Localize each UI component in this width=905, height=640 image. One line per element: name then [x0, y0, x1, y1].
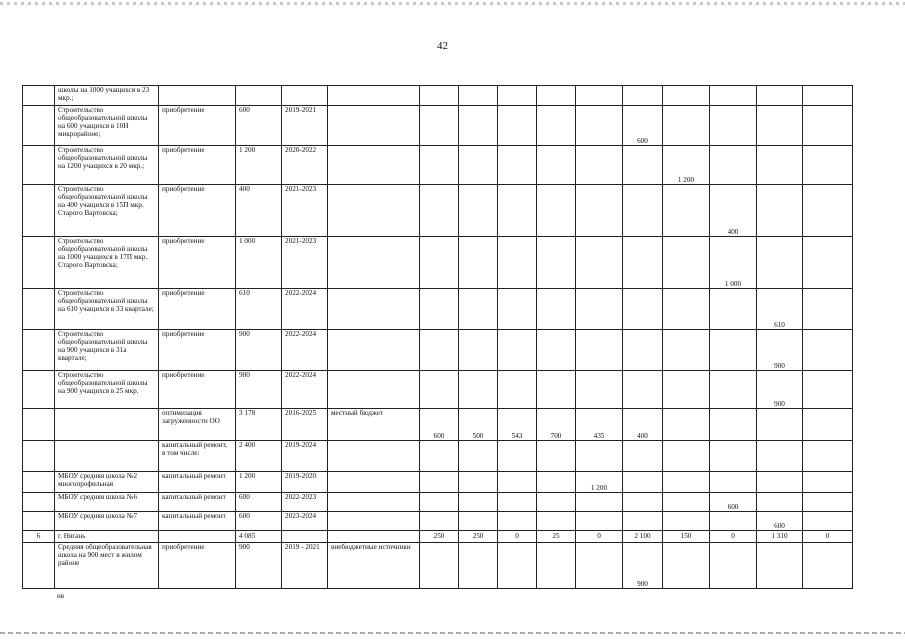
period-cell	[282, 531, 328, 543]
row-number	[23, 330, 55, 371]
value-cell: 600	[710, 493, 757, 512]
table-row	[23, 237, 853, 289]
value-cell	[576, 86, 623, 106]
value-cell	[498, 512, 537, 531]
table-row	[23, 543, 853, 589]
value-cell	[459, 86, 498, 106]
value-cell	[663, 543, 710, 589]
value-cell	[757, 472, 803, 493]
value-cell: 700	[537, 409, 576, 441]
value-cell	[498, 146, 537, 185]
object-name: Строительство общеобразовательной школы на 600 учащихся в 10Н микрорайоне;	[55, 106, 159, 146]
object-name: МБОУ средняя школа №6	[55, 493, 159, 512]
period-cell: 2019-2021	[282, 106, 328, 146]
value-cell	[803, 472, 853, 493]
value-cell	[459, 106, 498, 146]
amount-cell: 600	[236, 106, 282, 146]
source-cell: местный бюджет	[328, 409, 420, 441]
value-cell	[576, 371, 623, 409]
row-number	[23, 543, 55, 589]
value-cell: 600	[757, 512, 803, 531]
value-cell: 0	[576, 531, 623, 543]
value-cell	[710, 543, 757, 589]
value-cell	[663, 472, 710, 493]
action-cell	[159, 86, 236, 106]
value-cell: 1 310	[757, 531, 803, 543]
value-cell	[498, 472, 537, 493]
amount-cell: 2 400	[236, 441, 282, 472]
source-cell	[328, 493, 420, 512]
source-cell	[328, 237, 420, 289]
value-cell	[537, 146, 576, 185]
value-cell	[623, 185, 663, 237]
table-row	[23, 441, 853, 472]
action-cell: приобретение	[159, 237, 236, 289]
table-row	[23, 330, 853, 371]
value-cell	[537, 512, 576, 531]
value-cell: 1 200	[663, 146, 710, 185]
value-cell: 1 000	[710, 237, 757, 289]
row-number	[23, 237, 55, 289]
value-cell	[803, 106, 853, 146]
action-cell: капитальный ремонт	[159, 472, 236, 493]
row-number	[23, 86, 55, 106]
object-name: Строительство общеобразовательной школы на 610 учащихся в 33 квартале;	[55, 289, 159, 330]
value-cell	[710, 409, 757, 441]
value-cell	[623, 289, 663, 330]
value-cell	[537, 106, 576, 146]
value-cell	[459, 185, 498, 237]
row-number	[23, 441, 55, 472]
summary-row	[23, 531, 853, 543]
period-cell: 2021-2023	[282, 185, 328, 237]
table-row	[23, 289, 853, 330]
object-name	[55, 409, 159, 441]
value-cell: 900	[757, 371, 803, 409]
value-cell	[537, 441, 576, 472]
value-cell	[420, 185, 459, 237]
table-row	[23, 472, 853, 493]
action-cell: приобретение	[159, 106, 236, 146]
value-cell	[498, 330, 537, 371]
value-cell	[498, 289, 537, 330]
amount-cell: 3 178	[236, 409, 282, 441]
table-row	[23, 493, 853, 512]
value-cell	[710, 86, 757, 106]
action-cell: приобретение	[159, 146, 236, 185]
row-number	[23, 185, 55, 237]
value-cell: 900	[757, 330, 803, 371]
table-row	[23, 185, 853, 237]
value-cell	[420, 493, 459, 512]
object-name: МБОУ средняя школа №2 многопрофильная	[55, 472, 159, 493]
value-cell	[623, 330, 663, 371]
value-cell	[498, 493, 537, 512]
source-cell	[328, 330, 420, 371]
value-cell	[420, 106, 459, 146]
value-cell: 25	[537, 531, 576, 543]
value-cell	[537, 289, 576, 330]
value-cell	[420, 86, 459, 106]
value-cell	[757, 86, 803, 106]
value-cell: 2 100	[623, 531, 663, 543]
value-cell: 600	[420, 409, 459, 441]
value-cell	[757, 185, 803, 237]
table-row	[23, 86, 853, 106]
table-row	[23, 146, 853, 185]
row-number	[23, 512, 55, 531]
value-cell	[537, 493, 576, 512]
period-cell: 2020-2022	[282, 146, 328, 185]
footnote: нв	[57, 592, 65, 600]
value-cell	[803, 493, 853, 512]
table-row	[23, 409, 853, 441]
value-cell: 1 200	[576, 472, 623, 493]
value-cell: 400	[710, 185, 757, 237]
amount-cell: 610	[236, 289, 282, 330]
value-cell	[710, 330, 757, 371]
action-cell: капитальный ремонт	[159, 512, 236, 531]
object-name: Строительство общеобразовательной школы на 400 учащихся в 15П мкр. Старого Вартовска;	[55, 185, 159, 237]
value-cell	[537, 86, 576, 106]
value-cell	[757, 409, 803, 441]
source-cell	[328, 185, 420, 237]
value-cell	[498, 237, 537, 289]
value-cell	[498, 185, 537, 237]
source-cell	[328, 512, 420, 531]
object-name	[55, 441, 159, 472]
value-cell	[459, 493, 498, 512]
value-cell	[803, 371, 853, 409]
value-cell	[803, 512, 853, 531]
object-name: Строительство общеобразовательной школы на 1200 учащихся в 20 мкр.;	[55, 146, 159, 185]
table-row	[23, 371, 853, 409]
value-cell	[623, 86, 663, 106]
value-cell	[623, 493, 663, 512]
value-cell	[757, 441, 803, 472]
row-number	[23, 493, 55, 512]
value-cell: 250	[459, 531, 498, 543]
value-cell	[803, 409, 853, 441]
action-cell: капитальный ремонт	[159, 493, 236, 512]
value-cell: 900	[623, 543, 663, 589]
value-cell	[420, 371, 459, 409]
value-cell	[576, 493, 623, 512]
period-cell: 2019-2024	[282, 441, 328, 472]
row-number	[23, 106, 55, 146]
value-cell: 610	[757, 289, 803, 330]
value-cell	[420, 330, 459, 371]
value-cell: 0	[710, 531, 757, 543]
value-cell	[663, 512, 710, 531]
value-cell: 500	[459, 409, 498, 441]
value-cell	[623, 472, 663, 493]
object-name: школы на 1000 учащихся в 23 мкр.;	[55, 86, 159, 106]
value-cell	[537, 185, 576, 237]
value-cell	[459, 289, 498, 330]
value-cell: 435	[576, 409, 623, 441]
value-cell	[576, 237, 623, 289]
object-name: Строительство общеобразовательной школы на 900 учащихся в 31а квартале;	[55, 330, 159, 371]
page-number: 42	[437, 40, 448, 52]
period-cell	[282, 86, 328, 106]
value-cell	[498, 86, 537, 106]
value-cell	[459, 146, 498, 185]
row-number	[23, 289, 55, 330]
value-cell: 400	[623, 409, 663, 441]
value-cell	[663, 185, 710, 237]
action-cell: приобретение	[159, 289, 236, 330]
value-cell	[537, 237, 576, 289]
amount-cell: 1 000	[236, 237, 282, 289]
value-cell	[757, 493, 803, 512]
value-cell	[459, 237, 498, 289]
value-cell	[710, 106, 757, 146]
period-cell: 2016-2025	[282, 409, 328, 441]
value-cell	[663, 289, 710, 330]
value-cell	[803, 146, 853, 185]
value-cell	[803, 185, 853, 237]
value-cell	[803, 441, 853, 472]
value-cell	[420, 146, 459, 185]
value-cell	[623, 512, 663, 531]
value-cell	[663, 493, 710, 512]
value-cell	[459, 543, 498, 589]
value-cell: 250	[420, 531, 459, 543]
value-cell	[803, 237, 853, 289]
value-cell	[710, 512, 757, 531]
value-cell	[803, 543, 853, 589]
value-cell	[459, 512, 498, 531]
value-cell	[710, 441, 757, 472]
source-cell	[328, 531, 420, 543]
source-cell	[328, 371, 420, 409]
value-cell: 0	[803, 531, 853, 543]
amount-cell: 4 085	[236, 531, 282, 543]
period-cell: 2023-2024	[282, 512, 328, 531]
action-cell: капитальный ремонт, в том числе:	[159, 441, 236, 472]
value-cell	[537, 543, 576, 589]
source-cell	[328, 472, 420, 493]
period-cell: 2022-2024	[282, 289, 328, 330]
row-number	[23, 371, 55, 409]
amount-cell: 600	[236, 512, 282, 531]
value-cell	[757, 237, 803, 289]
value-cell	[710, 371, 757, 409]
value-cell	[803, 86, 853, 106]
value-cell	[757, 543, 803, 589]
action-cell: приобретение	[159, 185, 236, 237]
city-name: г. Нягань	[55, 531, 159, 543]
value-cell	[623, 146, 663, 185]
value-cell	[803, 330, 853, 371]
source-cell	[328, 146, 420, 185]
value-cell	[537, 371, 576, 409]
value-cell	[576, 185, 623, 237]
scan-edge-top	[0, 2, 905, 5]
source-cell	[328, 106, 420, 146]
row-number	[23, 472, 55, 493]
value-cell	[663, 106, 710, 146]
object-name: Средняя общеобразовательная школа на 900 мест в жилом районе	[55, 543, 159, 589]
value-cell	[663, 409, 710, 441]
action-cell	[159, 531, 236, 543]
action-cell: приобретение	[159, 371, 236, 409]
source-cell	[328, 441, 420, 472]
value-cell	[459, 472, 498, 493]
value-cell	[498, 106, 537, 146]
period-cell: 2022-2024	[282, 330, 328, 371]
value-cell	[576, 146, 623, 185]
amount-cell	[236, 86, 282, 106]
amount-cell: 1 200	[236, 146, 282, 185]
value-cell	[576, 289, 623, 330]
investment-table	[22, 85, 853, 589]
value-cell: 600	[623, 106, 663, 146]
period-cell: 2019-2020	[282, 472, 328, 493]
value-cell	[757, 106, 803, 146]
value-cell	[459, 441, 498, 472]
value-cell	[710, 472, 757, 493]
value-cell	[710, 289, 757, 330]
action-cell: оптимизация загруженности ОО	[159, 409, 236, 441]
scan-edge-bottom	[0, 632, 905, 634]
period-cell: 2022-2024	[282, 371, 328, 409]
value-cell	[537, 472, 576, 493]
amount-cell: 400	[236, 185, 282, 237]
value-cell	[576, 512, 623, 531]
row-number: 6	[23, 531, 55, 543]
value-cell	[623, 371, 663, 409]
value-cell	[663, 86, 710, 106]
value-cell	[623, 237, 663, 289]
source-cell: внебюджетные источники	[328, 543, 420, 589]
value-cell	[576, 543, 623, 589]
value-cell	[459, 371, 498, 409]
value-cell	[710, 146, 757, 185]
row-number	[23, 146, 55, 185]
row-number	[23, 409, 55, 441]
amount-cell: 900	[236, 371, 282, 409]
value-cell	[498, 543, 537, 589]
value-cell: 150	[663, 531, 710, 543]
value-cell	[420, 289, 459, 330]
value-cell	[498, 371, 537, 409]
amount-cell: 900	[236, 543, 282, 589]
object-name: Строительство общеобразовательной школы на 1000 учащихся в 17П мкр. Старого Вартовска;	[55, 237, 159, 289]
value-cell	[420, 543, 459, 589]
value-cell	[420, 237, 459, 289]
amount-cell: 900	[236, 330, 282, 371]
amount-cell: 1 200	[236, 472, 282, 493]
value-cell	[663, 441, 710, 472]
value-cell	[459, 330, 498, 371]
value-cell	[420, 441, 459, 472]
action-cell: приобретение	[159, 543, 236, 589]
value-cell	[803, 289, 853, 330]
object-name: МБОУ средняя школа №7	[55, 512, 159, 531]
source-cell	[328, 289, 420, 330]
value-cell	[623, 441, 663, 472]
source-cell	[328, 86, 420, 106]
value-cell	[663, 237, 710, 289]
value-cell	[757, 146, 803, 185]
value-cell	[576, 106, 623, 146]
value-cell	[498, 441, 537, 472]
value-cell	[663, 330, 710, 371]
period-cell: 2021-2023	[282, 237, 328, 289]
period-cell: 2022-2023	[282, 493, 328, 512]
action-cell: приобретение	[159, 330, 236, 371]
period-cell: 2019 - 2021	[282, 543, 328, 589]
object-name: Строительство общеобразовательной школы на 900 учащихся в 25 мкр.	[55, 371, 159, 409]
value-cell	[537, 330, 576, 371]
value-cell	[663, 371, 710, 409]
value-cell: 543	[498, 409, 537, 441]
value-cell	[576, 330, 623, 371]
value-cell	[420, 472, 459, 493]
value-cell	[420, 512, 459, 531]
value-cell: 0	[498, 531, 537, 543]
amount-cell: 600	[236, 493, 282, 512]
table-row	[23, 106, 853, 146]
value-cell	[576, 441, 623, 472]
table-row	[23, 512, 853, 531]
